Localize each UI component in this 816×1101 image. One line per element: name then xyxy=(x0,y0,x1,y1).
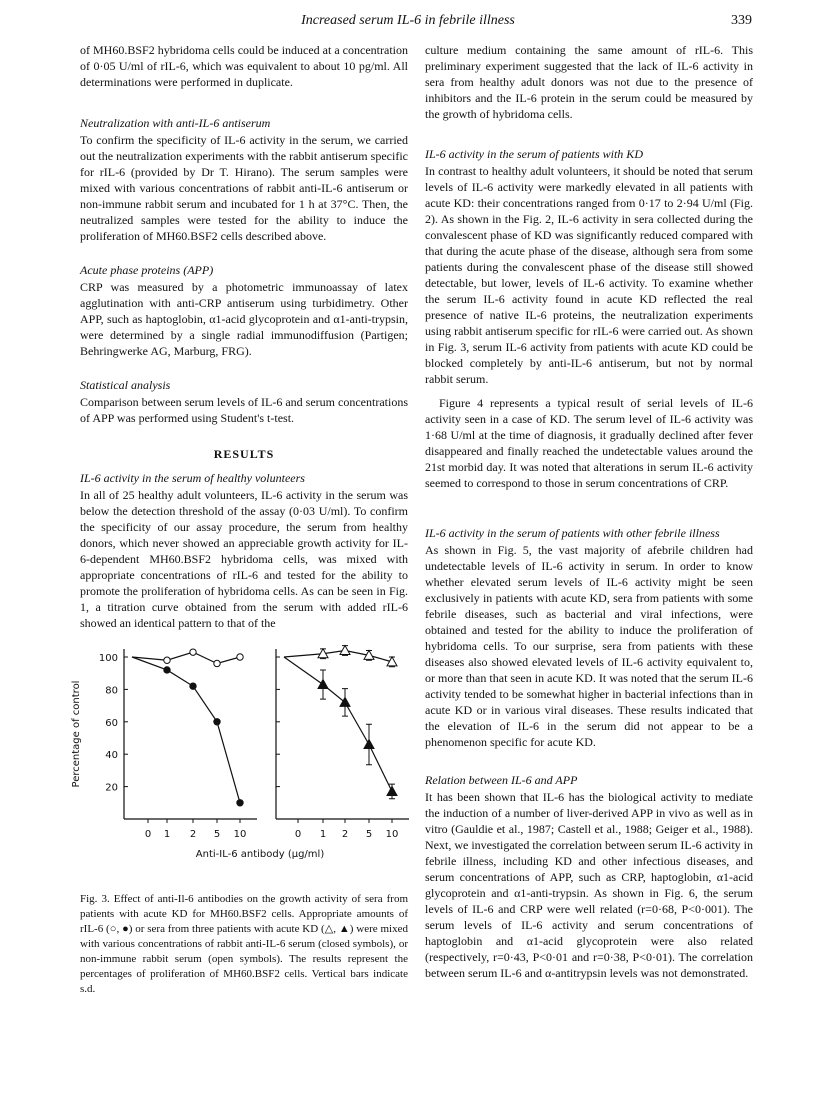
y-tick-label: 40 xyxy=(105,750,118,762)
x-tick-label: 0 xyxy=(144,829,152,840)
data-point xyxy=(318,680,328,689)
series-line xyxy=(284,651,392,662)
paragraph: In all of 25 healthy adult volunteers, IL-6 activity in the serum was below the detection threshold of the assay (0·03 U/ml). To confirm the specificity of our assay procedure, the serum from healthy donors, which never showed an appreciable growth activity for IL-6-dependent MH60.BSF2 hybridoma cells, was mixed with appropriate concentrations of rIL-6 and tested for the ability to promote the proliferation of hybridoma cells. As can be seen in Fig. 1, a titration curve obtained from the serum with added rIL-6 showed an identical pattern to that of the xyxy=(80,488,408,630)
section-heading: Acute phase proteins (APP) xyxy=(80,263,214,277)
running-title: Increased serum IL-6 in febrile illness xyxy=(301,13,515,28)
paragraph: To confirm the specificity of IL-6 activity in the serum, we carried out the neutralization experiments with the rabbit antiserum specific for rIL-6 (provided by Dr T. Hirano). The serum samples were mixed with various concentrations of rabbit anti-IL-6 antiserum or non-immune rabbit serum and incubated for 1 h at 37°C. Then, the neutralized samples were tested for the ability to induce the proliferation of MH60.BSF2 cells described above. xyxy=(80,133,408,243)
x-tick-label: 10 xyxy=(385,829,399,840)
section-heading: Statistical analysis xyxy=(80,378,171,392)
data-point xyxy=(364,739,374,748)
paragraph: culture medium containing the same amount of rIL-6. This preliminary experiment suggested that the lack of IL-6 activity in sera from healthy adult donors was not due to the presence of inhibitors and the IL-6 protein in the serum could be measured by the growth of hybridoma cells. xyxy=(425,43,753,121)
x-tick-label: 1 xyxy=(163,829,171,840)
y-tick-label: 100 xyxy=(98,653,118,664)
data-point xyxy=(237,654,243,660)
paragraph: CRP was measured by a photometric immunoassay of latex agglutination with anti-CRP antiserum using turbidimetry. Other APP, such as haptoglobin, α1-acid glycoprotein and α1-anti-trypsin, were determined by a single radial immunodiffusion (Partigen; Behringwerke AG, Marburg, FRG). xyxy=(80,280,408,358)
figure-3-chart xyxy=(70,639,415,884)
y-tick-label: 60 xyxy=(105,717,118,729)
data-point xyxy=(214,660,220,666)
series-line xyxy=(132,652,240,663)
data-point xyxy=(237,800,243,806)
section-heading: Relation between IL-6 and APP xyxy=(425,773,578,787)
section-heading: IL-6 activity in the serum of patients with KD xyxy=(425,147,643,161)
series-line xyxy=(132,657,240,803)
page-number: 339 xyxy=(731,13,752,28)
paragraph: Comparison between serum levels of IL-6 and serum concentrations of APP was performed using Student's t-test. xyxy=(80,395,408,425)
results-heading: RESULTS xyxy=(213,447,275,461)
data-point xyxy=(190,649,196,655)
data-point xyxy=(387,786,397,795)
data-point xyxy=(214,719,220,725)
y-axis-label: Percentage of control xyxy=(71,680,82,788)
section-heading: Neutralization with anti-IL-6 antiserum xyxy=(80,116,271,130)
data-point xyxy=(340,646,350,655)
left-column xyxy=(71,42,408,997)
section-heading: IL-6 activity in the serum of healthy volunteers xyxy=(80,471,305,485)
paragraph: In contrast to healthy adult volunteers, it should be noted that serum levels of IL-6 activity were markedly elevated in all patients with acute KD: their concentrations ranged from 0·17 to 2·94 U/ml (Fig. 2). As shown in the Fig. 2, IL-6 activity in sera collected during the convalescent phase of KD was significantly reduced compared with that during the acute phase of the disease, although sera from some patients during the convalescent phase of the disease still showed detectable, but lower, levels of IL-6 activity. To examine whether the serum IL-6 activity found in acute KD reflected the real presence of native IL-6 proteins, the neutralization experiments using rabbit antiserum specific for rIL-6 were carried out. As shown in Fig. 3, serum IL-6 activity from patients with acute KD could be blocked completely by anti-IL-6 antiserum, but not by normal rabbit serum. xyxy=(425,164,753,386)
x-tick-label: 0 xyxy=(294,829,302,840)
paragraph: As shown in Fig. 5, the vast majority of afebrile children had undetectable levels of IL-6 activity in serum. In order to know whether elevated serum levels of IL-6 activity might be seen exclusively in patients with acute KD, sera from patients with some febrile diseases, such as bacterial and viral infections, were obtained and tested for the ability to induce the proliferation of hybridoma cells. To our surprise, sera from patients with these diseases also showed elevated levels of IL-6 activity equivalent to, or more than that seen in acute KD. It was noted that the serum IL-6 activity tended to be somewhat higher in bacterial infections than in acute KD or in various viral diseases. These results indicated that the elevation of IL-6 in the serum did not appear to be a phenomenon specific for acute KD. xyxy=(425,543,753,749)
paragraph: It has been shown that IL-6 has the biological activity to mediate the induction of a number of liver-derived APP in vivo as well as in vitro (Gauldie et al., 1987; Castell et al., 1988; Geiger et al., 1988). Next, we investigated the correlation between serum IL-6 activity in febrile illness, including KD and other infectious diseases, and serum concentrations of APP, such as CRP, haptoglobin, α1-acid glycoprotein and α1-anti-trypsin. As shown in Fig. 6, the serum levels of IL-6 and CRP were well related (r=0·68, P<0·001). The serum levels of IL-6 activity and serum concentrations of haptoglobin and α1-acid glycoprotein were also related (respectively, r=0·43, P<0·01 and r=0·38, P<0·01). The correlation between serum IL-6 and α-antitrypsin levels was not demonstrated. xyxy=(425,790,753,980)
x-tick-label: 1 xyxy=(319,829,327,840)
figure-caption: Fig. 3. Effect of anti-Il-6 antibodies on the growth activity of sera from patients with acute KD for MH60.BSF2 cells. Appropriate amounts of rIL-6 (○, ●) or sera from three patients with acute KD (△, ▲) were mixed with various concentrations of rabbit anti-IL-6 serum (closed symbols), or non-immune rabbit serum (open symbols). The results represent the percentages of proliferation of MH60.BSF2 cells. Vertical bars indicate s.d. xyxy=(80,893,408,995)
paragraph: of MH60.BSF2 hybridoma cells could be induced at a concentration of 0·05 U/ml of rIL-6, which was equivalent to about 10 pg/ml. All determinations were performed in duplicate. xyxy=(80,43,408,89)
x-tick-label: 5 xyxy=(213,829,221,840)
paragraph: Figure 4 represents a typical result of serial levels of IL-6 activity seen in a case of KD. The serum level of IL-6 activity was 1·68 U/ml at the time of diagnosis, it gradually declined after fever disappeared and finally reached the undetectable values around the 21st morbid day. It was noted that alterations in serum IL-6 activity seemed to correspond to those in serum concentrations of CRP. xyxy=(425,396,753,490)
x-tick-label: 10 xyxy=(233,829,247,840)
x-tick-label: 2 xyxy=(189,829,197,840)
section-heading: IL-6 activity in the serum of patients with other febrile illness xyxy=(425,526,720,540)
data-point xyxy=(340,697,350,706)
data-point xyxy=(164,667,170,673)
x-tick-label: 2 xyxy=(341,829,349,840)
y-tick-label: 20 xyxy=(105,782,118,794)
y-tick-label: 80 xyxy=(105,685,118,697)
data-point xyxy=(190,683,196,689)
x-tick-label: 5 xyxy=(365,829,373,840)
x-axis-label: Anti-IL-6 antibody (μg/ml) xyxy=(195,849,325,860)
data-point xyxy=(164,657,170,663)
series-line xyxy=(284,657,392,791)
right-column xyxy=(425,42,753,981)
